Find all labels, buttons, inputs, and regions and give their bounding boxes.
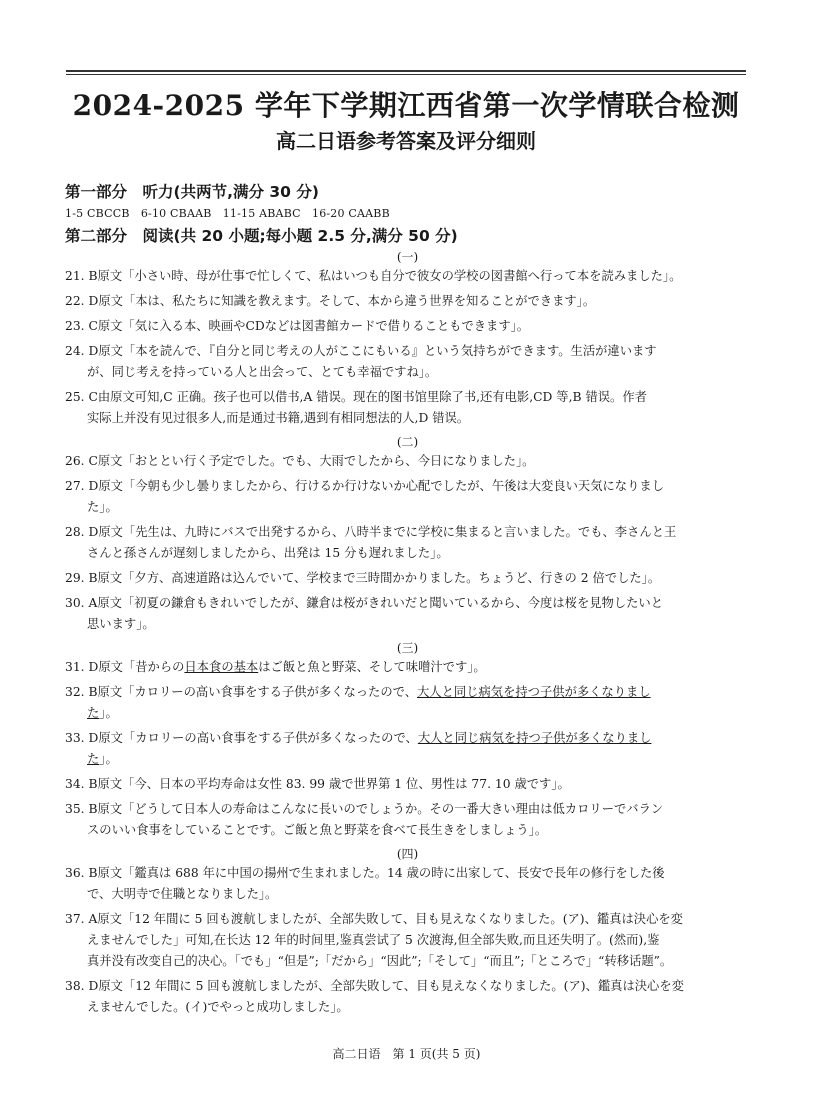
answer-item: 34. B原文「今、日本の平均寿命は女性 83. 99 歳で世界第 1 位、男性は 77. 10 歳です」。 (65, 777, 570, 791)
page-subtitle: 高二日语参考答案及评分细则 (276, 129, 536, 153)
group-marker-3: (三) (396, 641, 419, 655)
answer-item: 36. B原文「鑑真は 688 年に中国の揚州で生まれました。14 歳の時に出家して、長安で長年の修行をした後 で、大明寺で住職となりました」。 (65, 866, 665, 901)
answer-item: 33. D原文「カロリーの高い食事をする子供が多くなったので、大人と同じ病気を持つ子供が多くなりまし た」。 (65, 731, 652, 766)
top-rule-thin (66, 74, 746, 75)
part2-heading: 第二部分 阅读(共 20 小题;每小题 2.5 分,满分 50 分) (65, 227, 458, 245)
answer-item: 26. C原文「おととい行く予定でした。でも、大雨でしたから、今日になりました」。 (65, 454, 535, 468)
answer-item: 25. C由原文可知,C 正确。孩子也可以借书,A 错误。现在的图书馆里除了书,还有电影,CD 等,B 错误。作者 实际上并没有见过很多人,而是通过书籍,遇到有相同想法的人,D 错误。 (65, 390, 647, 425)
answer-item: 35. B原文「どうして日本人の寿命はこんなに長いのでしょうか。その一番大きい理由は低カロリーでバラン スのいい食事をしていることです。ご飯と魚と野菜を食べて長生きをしましょう」。 (65, 802, 664, 837)
answer-item: 32. B原文「カロリーの高い食事をする子供が多くなったので、大人と同じ病気を持つ子供が多くなりまし た」。 (65, 685, 651, 720)
listening-answer-keys: 1-5 CBCCB 6-10 CBAAB 11-15 ABABC 16-20 CAABB (65, 207, 390, 220)
answer-item: 37. A原文「12 年間に 5 回も渡航しましたが、全部失敗して、目も見えなくなりました。(ア)、鑑真は決心を変 えませんでした」可知,在长达 12 年的时间里,鉴真尝试了 5 次渡海,但全部失败,而且还失明了。(然而),鉴 真并没有改变自己的决心。「でも」“但是”;「だから」“因此”;「そして」“而且”;「ところで」“转移话题”。 (65, 912, 683, 968)
answer-item: 21. B原文「小さい時、母が仕事で忙しくて、私はいつも自分で彼女の学校の図書館へ行って本を読みました」。 (65, 269, 682, 283)
group-marker-4: (四) (396, 847, 419, 861)
answer-item: 28. D原文「先生は、九時にバスで出発するから、八時半までに学校に集まると言いました。でも、李さんと王 さんと孫さんが遅刻しましたから、出発は 15 分も遅れました」。 (65, 525, 677, 560)
answer-item: 31. D原文「昔からの日本食の基本はご飯と魚と野菜、そして味噌汁です」。 (65, 660, 486, 674)
answer-item: 22. D原文「本は、私たちに知識を教えます。そして、本から違う世界を知ることができます」。 (65, 294, 596, 308)
answer-item: 29. B原文「夕方、高速道路は込んでいて、学校まで三時間かかりました。ちょうど、行きの 2 倍でした」。 (65, 571, 661, 585)
group-marker-1: (一) (396, 250, 419, 264)
answer-item: 30. A原文「初夏の鎌倉もきれいでしたが、鎌倉は桜がきれいだと聞いているから、今度は桜を見物したいと 思います」。 (65, 596, 664, 631)
top-rule-thick (66, 70, 746, 72)
page-title: 2024-2025 学年下学期江西省第一次学情联合检测 (72, 89, 740, 122)
answer-item: 38. D原文「12 年間に 5 回も渡航しましたが、全部失敗して、目も見えなくなりました。(ア)、鑑真は決心を変 えませんでした。(イ)でやっと成功しました」。 (65, 979, 684, 1014)
part1-heading: 第一部分 听力(共两节,满分 30 分) (65, 183, 319, 201)
answer-item: 27. D原文「今朝も少し曇りましたから、行けるか行けないか心配でしたが、午後は大変良い天気になりまし た」。 (65, 479, 664, 514)
answer-item: 24. D原文「本を読んで、『自分と同じ考えの人がここにもいる』という気持ちができます。生活が違います が、同じ考えを持っている人と出会って、とても幸福ですね」。 (65, 344, 657, 379)
group-marker-2: (二) (396, 435, 419, 449)
page-footer: 高二日语 第 1 页(共 5 页) (332, 1047, 481, 1061)
answer-content (65, 180, 750, 1022)
answer-item: 23. C原文「気に入る本、映画やCDなどは図書館カードで借りることもできます」。 (65, 319, 530, 333)
